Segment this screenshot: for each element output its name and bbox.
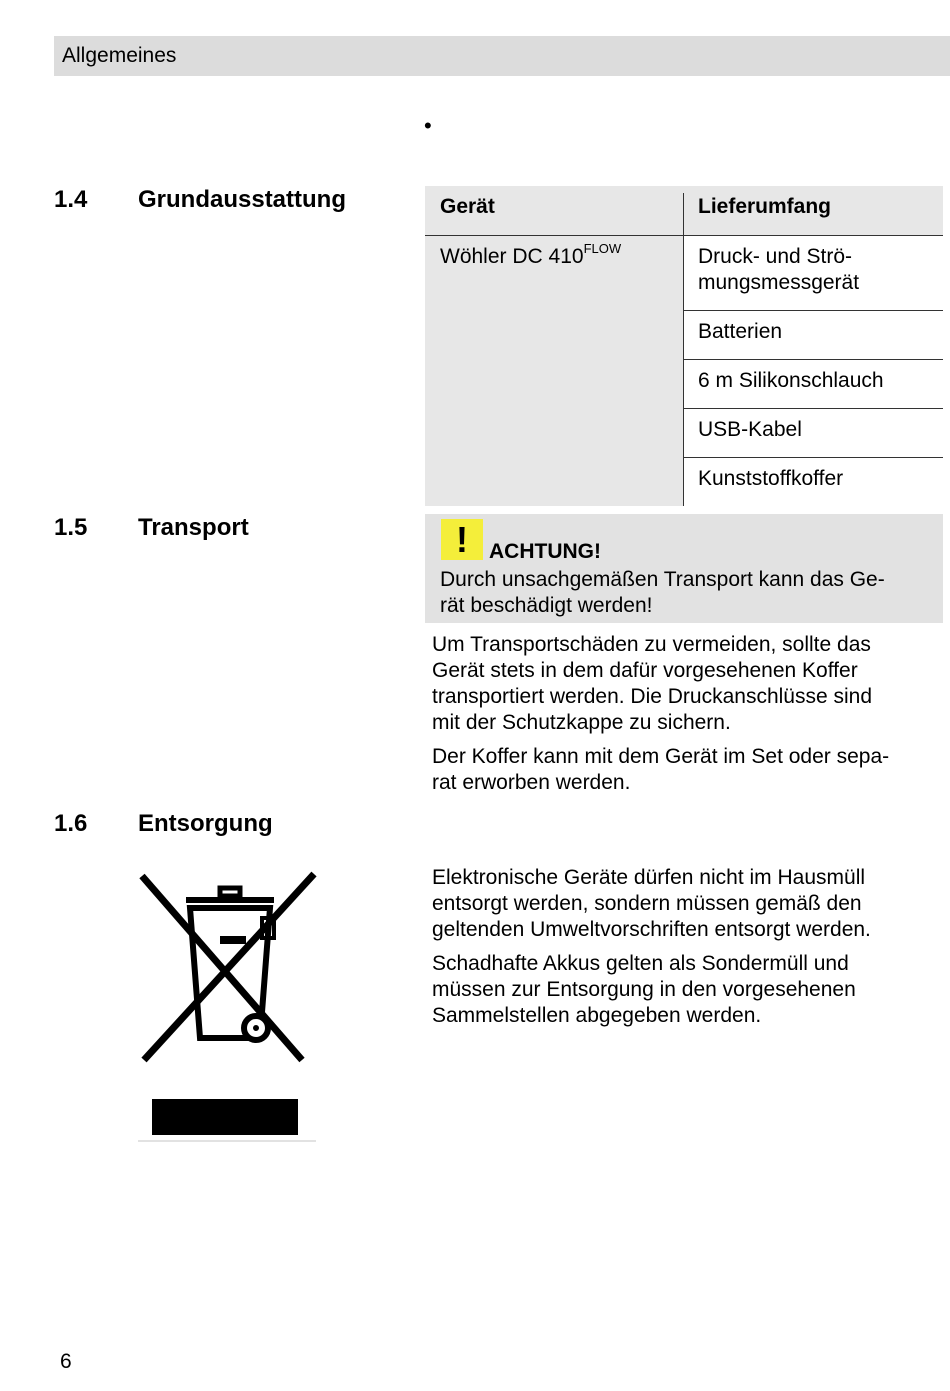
table-row-rule bbox=[684, 408, 943, 409]
section-title: Grundausstattung bbox=[138, 186, 346, 213]
section-number: 1.6 bbox=[54, 810, 88, 837]
weee-black-bar bbox=[152, 1099, 298, 1135]
table-item: Druck- und Strö- mungsmessgerät bbox=[698, 245, 860, 294]
table-row-rule bbox=[684, 359, 943, 360]
table-item: Batterien bbox=[698, 320, 783, 343]
section-number: 1.5 bbox=[54, 514, 88, 541]
page-number: 6 bbox=[60, 1350, 72, 1373]
table-row-rule bbox=[684, 310, 943, 311]
section-title: Transport bbox=[138, 514, 249, 541]
device-superscript: FLOW bbox=[583, 241, 622, 256]
disposal-paragraph: Schadhafte Akkus gelten als Sondermüll und müssen zur Entsorgung in den vorgesehenen Sammelstellen abgegeben werden. bbox=[432, 952, 856, 1027]
table-item: 6 m Silikonschlauch bbox=[698, 369, 884, 392]
transport-paragraph: Der Koffer kann mit dem Gerät im Set oder sepa- rat erworben werden. bbox=[432, 745, 890, 794]
table-header-device: Gerät bbox=[440, 195, 495, 218]
table-divider bbox=[683, 193, 684, 506]
disposal-paragraph: Elektronische Geräte dürfen nicht im Hausmüll entsorgt werden, sondern müssen gemäß den geltenden Umweltvorschriften entsorgt werden. bbox=[432, 866, 871, 941]
table-header-scope: Lieferumfang bbox=[698, 195, 832, 218]
bullet-mark: • bbox=[424, 113, 432, 138]
crossed-out-wheelie-bin-icon bbox=[138, 870, 318, 1065]
warning-title: ACHTUNG! bbox=[489, 540, 601, 563]
table-row-rule bbox=[684, 457, 943, 458]
section-number: 1.4 bbox=[54, 186, 88, 213]
section-title: Entsorgung bbox=[138, 810, 273, 837]
table-item: Kunststoffkoffer bbox=[698, 467, 844, 490]
table-item: USB-Kabel bbox=[698, 418, 802, 441]
exclamation-warning-icon: ! bbox=[441, 519, 483, 560]
header-bar bbox=[54, 36, 950, 76]
transport-paragraph: Um Transportschäden zu vermeiden, sollte das Gerät stets in dem dafür vorgesehenen Koffer transportiert werden. Die Druckanschlüsse sind mit der Schutzkappe zu sichern. bbox=[432, 633, 873, 734]
divider bbox=[138, 1140, 316, 1142]
warning-text: Durch unsachgemäßen Transport kann das Ge- rät beschädigt werden! bbox=[440, 568, 885, 617]
table-header-rule bbox=[425, 235, 943, 236]
device-name bbox=[440, 241, 622, 270]
device-name-text: Wöhler DC 410 bbox=[440, 245, 584, 268]
header-title: Allgemeines bbox=[62, 44, 177, 67]
